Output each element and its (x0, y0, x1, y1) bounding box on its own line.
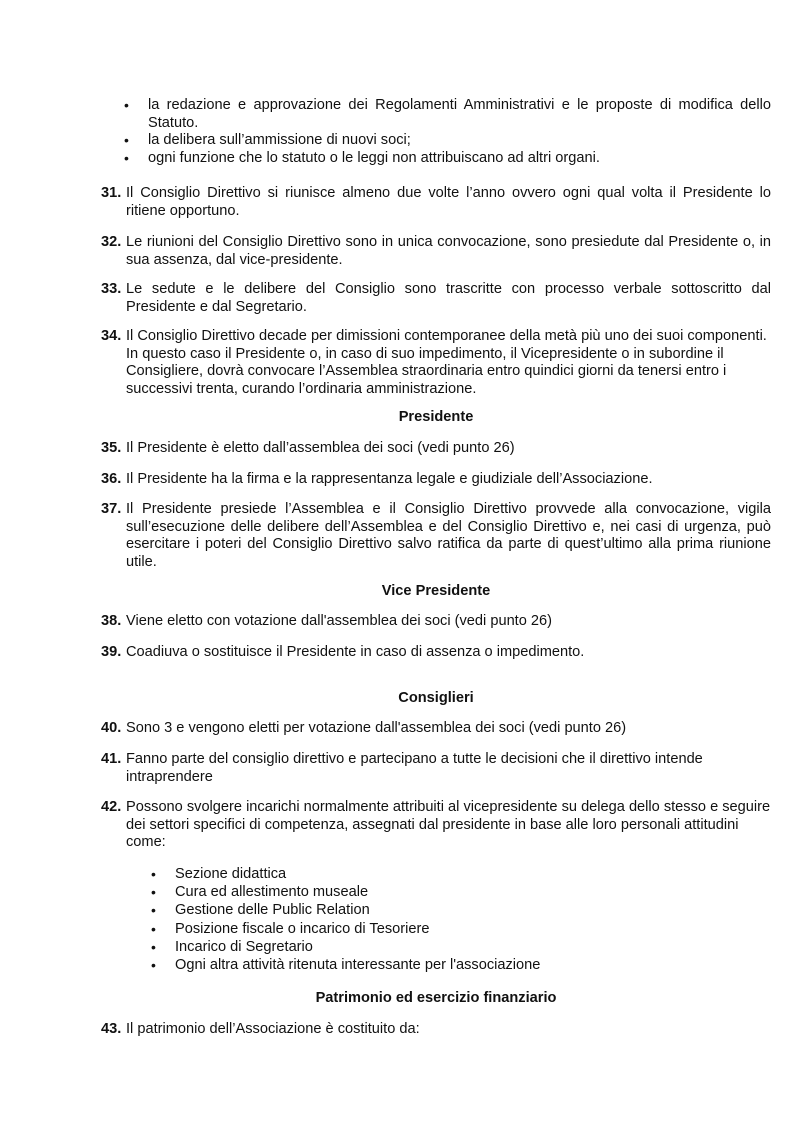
article-41 (101, 751, 771, 786)
article-text: Il Presidente ha la firma e la rappresentanza legale e giudiziale dell’Associazione. (126, 471, 653, 487)
list-item: • ogni funzione che lo statuto o le leggi non attribuiscano ad altri organi. (148, 150, 771, 168)
article-text: Sono 3 e vengono eletti per votazione dall'assemblea dei soci (vedi punto 26) (126, 720, 627, 736)
article-42 (101, 799, 771, 852)
list-item: • Cura ed allestimento museale (175, 883, 675, 901)
article-text: Il Consiglio Direttivo decade per dimissioni contemporanee della metà più uno dei suoi componenti. In questo caso il Presidente o, in caso di suo impedimento, il Vicepresidente o in subordine il Consigliere, dovrà convocare l’Assemblea straordinaria entro quindici giorni da tenersi entro i successivi trenta, curando l’ordinaria amministrazione. (126, 328, 767, 397)
section-heading-presidente: Presidente (398, 409, 474, 425)
article-number: 35. (101, 440, 122, 456)
list-item: • Ogni altra attività ritenuta interessante per l'associazione (175, 956, 675, 974)
article-number: 36. (101, 471, 122, 487)
article-text: Le sedute e le delibere del Consiglio sono trascritte con processo verbale sottoscritto dal Presidente e dal Segretario. (126, 281, 771, 315)
attitudes-bullet-list (175, 865, 675, 974)
section-heading-consiglieri: Consiglieri (398, 690, 474, 706)
powers-bullet-list (148, 97, 771, 167)
article-text: Fanno parte del consiglio direttivo e partecipano a tutte le decisioni che il direttivo intende intraprendere (126, 751, 703, 785)
article-37 (101, 501, 771, 571)
list-item: • la delibera sull’ammissione di nuovi soci; (148, 132, 771, 150)
article-number: 39. (101, 644, 122, 660)
article-number: 40. (101, 720, 122, 736)
article-number: 42. (101, 799, 122, 815)
article-35 (101, 440, 771, 458)
article-43 (101, 1021, 771, 1039)
article-number: 32. (101, 234, 122, 250)
article-number: 33. (101, 281, 122, 297)
section-heading-patrimonio: Patrimonio ed esercizio finanziario (315, 990, 557, 1006)
article-33 (101, 281, 771, 316)
article-40 (101, 720, 771, 738)
article-36 (101, 471, 771, 489)
article-number: 41. (101, 751, 122, 767)
article-number: 43. (101, 1021, 122, 1037)
article-text: Il Consiglio Direttivo si riunisce almeno due volte l’anno ovvero ogni qual volta il Presidente lo ritiene opportuno. (126, 185, 771, 219)
article-38 (101, 613, 771, 631)
article-31 (101, 185, 771, 220)
article-number: 34. (101, 328, 122, 344)
list-item: • Gestione delle Public Relation (175, 901, 675, 919)
list-item: • la redazione e approvazione dei Regolamenti Amministrativi e le proposte di modifica dello Statuto. (148, 97, 771, 132)
article-text: Coadiuva o sostituisce il Presidente in caso di assenza o impedimento. (126, 644, 585, 660)
list-item: • Incarico di Segretario (175, 938, 675, 956)
article-text: Il patrimonio dell’Associazione è costituito da: (126, 1021, 420, 1037)
article-text: Il Presidente è eletto dall’assemblea dei soci (vedi punto 26) (126, 440, 515, 456)
article-number: 37. (101, 501, 122, 517)
section-heading-vice-presidente: Vice Presidente (381, 583, 491, 599)
article-text: Possono svolgere incarichi normalmente attribuiti al vicepresidente su delega dello stesso e seguire dei settori specifici di competenza, assegnati dal presidente in base alle loro personali attitudini come: (126, 799, 771, 851)
article-34 (101, 328, 771, 398)
article-text: Il Presidente presiede l’Assemblea e il Consiglio Direttivo provvede alla convocazione, vigila sull’esecuzione delle delibere dell’Assemblea e del Consiglio Direttivo e, nei casi di urgenza, può esercitare i poteri del Consiglio Direttivo salvo ratifica da parte di quest’ultimo alla prima riunione utile. (126, 501, 771, 570)
list-item: • Sezione didattica (175, 865, 675, 883)
article-number: 38. (101, 613, 122, 629)
article-text: Le riunioni del Consiglio Direttivo sono in unica convocazione, sono presiedute dal Presidente o, in sua assenza, dal vice-presidente. (126, 234, 771, 268)
article-text: Viene eletto con votazione dall'assemblea dei soci (vedi punto 26) (126, 613, 553, 629)
article-32 (101, 234, 771, 269)
article-39 (101, 644, 771, 662)
list-item: • Posizione fiscale o incarico di Tesoriere (175, 920, 675, 938)
article-number: 31. (101, 185, 122, 201)
